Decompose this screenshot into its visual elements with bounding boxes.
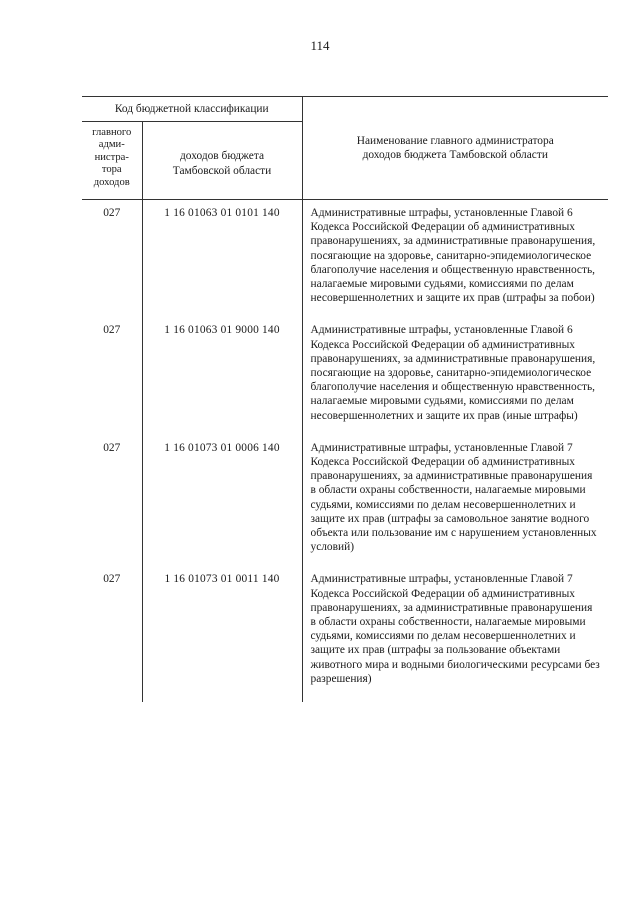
description-cell: Административные штрафы, установленные Главой 7 Кодекса Российской Федерации об административных правонарушениях, за административные правонарушения в области охраны собственности, налагаемые мировыми судьями, комиссиями по делам несовершеннолетних и защите их прав (штрафы за самовольное занятие водного объекта или пользование им с нарушением установленных условий) — [302, 435, 608, 567]
table-header-row — [82, 97, 608, 122]
admin-code-cell: 027 — [82, 566, 142, 702]
page-number: 114 — [310, 38, 330, 53]
admin-code-cell: 027 — [82, 435, 142, 567]
kbk-code-cell: 1 16 01063 01 0101 140 — [142, 200, 302, 318]
budget-revenue-column-header — [142, 122, 302, 200]
main-administrator-column-header — [82, 122, 142, 200]
table-row — [82, 435, 608, 567]
table-row — [82, 317, 608, 434]
main-administrator-column-header-text: главного адми- нистра- тора доходов — [92, 127, 132, 188]
budget-classification-code-header: Код бюджетной классификации — [82, 97, 302, 122]
administrator-name-header — [302, 97, 608, 200]
description-cell: Административные штрафы, установленные Главой 6 Кодекса Российской Федерации об административных правонарушениях, за административные правонарушения, посягающие на здоровье, санитарно-эпидемиологическое благополучие населения и общественную нравственность, налагаемые мировыми судьями, комиссиями по делам несовершеннолетних и защите их прав (иные штрафы) — [302, 317, 608, 434]
kbk-code-cell: 1 16 01063 01 9000 140 — [142, 317, 302, 434]
admin-code-cell: 027 — [82, 200, 142, 318]
table-row — [82, 566, 608, 702]
table-row — [82, 200, 608, 318]
description-cell: Административные штрафы, установленные Главой 7 Кодекса Российской Федерации об административных правонарушениях, за административные правонарушения в области охраны собственности, налагаемые мировыми судьями, комиссиями по делам несовершеннолетних и защите их прав (штрафы за пользование объектами животного мира и водными биологическими ресурсами без разрешения) — [302, 566, 608, 702]
budget-revenue-column-header-text: доходов бюджета Тамбовской области — [172, 150, 272, 177]
description-cell: Административные штрафы, установленные Главой 6 Кодекса Российской Федерации об административных правонарушениях, за административные правонарушения, посягающие на здоровье, санитарно-эпидемиологическое благополучие населения и общественную нравственность, налагаемые мировыми судьями, комиссиями по делам несовершеннолетних и защите их прав (штрафы за побои) — [302, 200, 608, 318]
kbk-code-cell: 1 16 01073 01 0011 140 — [142, 566, 302, 702]
admin-code-cell: 027 — [82, 317, 142, 434]
administrator-name-header-text: Наименование главного администратора доходов бюджета Тамбовской области — [356, 134, 554, 161]
budget-classification-table — [82, 96, 608, 702]
kbk-code-cell: 1 16 01073 01 0006 140 — [142, 435, 302, 567]
